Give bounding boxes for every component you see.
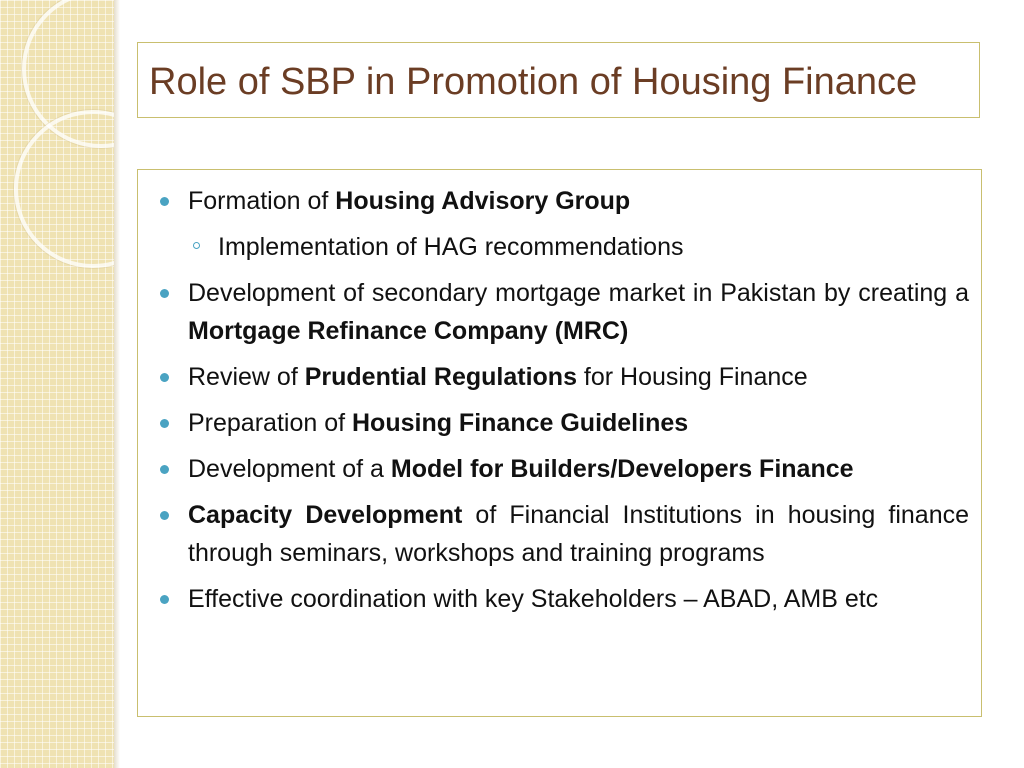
hollow-circle-icon (193, 242, 200, 249)
bullet-dot-icon (160, 197, 169, 206)
decorative-ring-bottom (14, 110, 114, 268)
bullet-text: Review of (188, 363, 305, 391)
bullet-item (138, 182, 969, 220)
bullet-bold-text: Prudential Regulations (304, 363, 577, 391)
bullet-dot-icon (160, 289, 169, 298)
slide-title: Role of SBP in Promotion of Housing Finance (149, 61, 918, 103)
bullet-dot-icon (160, 419, 169, 428)
bullet-bold-text: Housing Finance Guidelines (352, 409, 689, 437)
bullet-bold-text: Capacity Development (188, 501, 463, 529)
bullet-dot-icon (160, 511, 169, 520)
title-box (137, 42, 980, 118)
bullet-text: Formation of (188, 187, 336, 215)
bullet-item (138, 450, 969, 488)
bullet-item (138, 580, 969, 618)
bullet-list (138, 170, 981, 618)
bullet-bold-text: Housing Advisory Group (335, 187, 631, 215)
bullet-text: Development of secondary mortgage market in Pakistan by creating a (188, 279, 969, 307)
bullet-item (138, 496, 969, 572)
sub-bullet-item (138, 228, 969, 266)
bullet-text: Development of a (188, 455, 391, 483)
side-strip-shadow (114, 0, 120, 768)
bullet-text: Implementation of HAG recommendations (218, 233, 684, 261)
bullet-text: Preparation of (188, 409, 352, 437)
bullet-bold-text: Model for Builders/Developers Finance (390, 455, 854, 483)
bullet-item (138, 274, 969, 350)
bullet-dot-icon (160, 595, 169, 604)
bullet-dot-icon (160, 465, 169, 474)
bullet-text: Effective coordination with key Stakeholders – ABAD, AMB etc (188, 585, 879, 613)
bullet-item (138, 358, 969, 396)
bullet-item (138, 404, 969, 442)
content-box (137, 169, 982, 717)
bullet-dot-icon (160, 373, 169, 382)
bullet-text-tail: for Housing Finance (576, 363, 808, 391)
bullet-text-tail: of Financial Institutions in housing finance through seminars, workshops and training programs (188, 501, 970, 567)
bullet-bold-text: Mortgage Refinance Company (MRC) (188, 317, 629, 345)
decorative-side-strip (0, 0, 114, 768)
